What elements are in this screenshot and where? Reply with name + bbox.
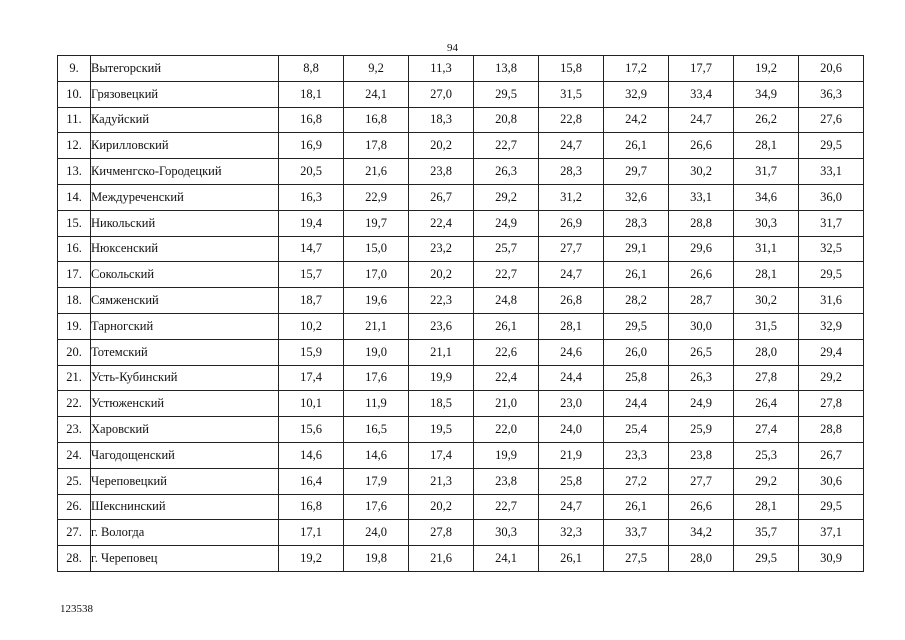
value-cell: 23,2 <box>409 236 474 262</box>
table-row <box>58 107 864 133</box>
value-cell: 10,1 <box>279 391 344 417</box>
page-number: 94 <box>447 42 458 54</box>
value-cell: 33,1 <box>669 184 734 210</box>
value-cell: 24,9 <box>669 391 734 417</box>
value-cell: 15,8 <box>539 56 604 82</box>
value-cell: 24,0 <box>344 520 409 546</box>
value-cell: 16,8 <box>344 107 409 133</box>
value-cell: 27,5 <box>604 546 669 572</box>
value-cell: 16,8 <box>279 107 344 133</box>
district-name: Сокольский <box>91 262 279 288</box>
district-name: Кирилловский <box>91 133 279 159</box>
value-cell: 26,5 <box>669 339 734 365</box>
table-row <box>58 56 864 82</box>
value-cell: 19,0 <box>344 339 409 365</box>
value-cell: 24,1 <box>474 546 539 572</box>
value-cell: 17,4 <box>409 442 474 468</box>
value-cell: 29,2 <box>474 184 539 210</box>
value-cell: 26,7 <box>799 442 864 468</box>
district-name: г. Череповец <box>91 546 279 572</box>
table-row <box>58 468 864 494</box>
value-cell: 18,7 <box>279 288 344 314</box>
row-number: 25. <box>58 468 91 494</box>
value-cell: 15,0 <box>344 236 409 262</box>
row-number: 20. <box>58 339 91 365</box>
value-cell: 28,1 <box>734 494 799 520</box>
value-cell: 27,8 <box>799 391 864 417</box>
value-cell: 16,3 <box>279 184 344 210</box>
value-cell: 22,4 <box>474 365 539 391</box>
value-cell: 24,7 <box>539 262 604 288</box>
value-cell: 30,2 <box>734 288 799 314</box>
value-cell: 21,1 <box>409 339 474 365</box>
value-cell: 14,6 <box>344 442 409 468</box>
value-cell: 16,5 <box>344 417 409 443</box>
value-cell: 19,4 <box>279 210 344 236</box>
value-cell: 29,5 <box>799 133 864 159</box>
value-cell: 24,1 <box>344 81 409 107</box>
value-cell: 8,8 <box>279 56 344 82</box>
value-cell: 30,3 <box>734 210 799 236</box>
district-name: Кичменгско-Городецкий <box>91 159 279 185</box>
value-cell: 17,2 <box>604 56 669 82</box>
value-cell: 19,7 <box>344 210 409 236</box>
value-cell: 29,2 <box>799 365 864 391</box>
value-cell: 32,9 <box>604 81 669 107</box>
value-cell: 21,0 <box>474 391 539 417</box>
value-cell: 22,3 <box>409 288 474 314</box>
value-cell: 16,9 <box>279 133 344 159</box>
value-cell: 29,2 <box>734 468 799 494</box>
value-cell: 22,7 <box>474 262 539 288</box>
value-cell: 23,3 <box>604 442 669 468</box>
value-cell: 24,8 <box>474 288 539 314</box>
value-cell: 14,6 <box>279 442 344 468</box>
table-row <box>58 391 864 417</box>
value-cell: 28,7 <box>669 288 734 314</box>
district-name: Кадуйский <box>91 107 279 133</box>
value-cell: 26,8 <box>539 288 604 314</box>
value-cell: 26,6 <box>669 494 734 520</box>
value-cell: 16,4 <box>279 468 344 494</box>
value-cell: 28,0 <box>734 339 799 365</box>
table-body <box>58 56 864 572</box>
value-cell: 15,7 <box>279 262 344 288</box>
value-cell: 23,8 <box>474 468 539 494</box>
value-cell: 27,8 <box>409 520 474 546</box>
value-cell: 24,4 <box>604 391 669 417</box>
value-cell: 28,0 <box>669 546 734 572</box>
value-cell: 22,6 <box>474 339 539 365</box>
row-number: 16. <box>58 236 91 262</box>
value-cell: 25,4 <box>604 417 669 443</box>
value-cell: 26,6 <box>669 133 734 159</box>
value-cell: 9,2 <box>344 56 409 82</box>
row-number: 23. <box>58 417 91 443</box>
value-cell: 28,3 <box>539 159 604 185</box>
value-cell: 17,8 <box>344 133 409 159</box>
table-row <box>58 236 864 262</box>
table-row <box>58 339 864 365</box>
table-row <box>58 184 864 210</box>
value-cell: 21,9 <box>539 442 604 468</box>
row-number: 9. <box>58 56 91 82</box>
value-cell: 35,7 <box>734 520 799 546</box>
district-name: Междуреченский <box>91 184 279 210</box>
value-cell: 20,8 <box>474 107 539 133</box>
value-cell: 26,6 <box>669 262 734 288</box>
value-cell: 26,3 <box>474 159 539 185</box>
value-cell: 31,2 <box>539 184 604 210</box>
value-cell: 19,9 <box>474 442 539 468</box>
document-id: 123538 <box>60 603 93 615</box>
value-cell: 17,0 <box>344 262 409 288</box>
row-number: 17. <box>58 262 91 288</box>
value-cell: 29,4 <box>799 339 864 365</box>
district-name: Нюксенский <box>91 236 279 262</box>
value-cell: 29,5 <box>799 262 864 288</box>
value-cell: 33,1 <box>799 159 864 185</box>
row-number: 21. <box>58 365 91 391</box>
table-row <box>58 81 864 107</box>
table-row <box>58 210 864 236</box>
value-cell: 20,6 <box>799 56 864 82</box>
value-cell: 14,7 <box>279 236 344 262</box>
district-name: Череповецкий <box>91 468 279 494</box>
value-cell: 36,0 <box>799 184 864 210</box>
value-cell: 27,4 <box>734 417 799 443</box>
value-cell: 27,8 <box>734 365 799 391</box>
value-cell: 27,7 <box>539 236 604 262</box>
value-cell: 11,3 <box>409 56 474 82</box>
district-name: Чагодощенский <box>91 442 279 468</box>
value-cell: 34,6 <box>734 184 799 210</box>
row-number: 26. <box>58 494 91 520</box>
value-cell: 21,6 <box>409 546 474 572</box>
row-number: 27. <box>58 520 91 546</box>
table-row <box>58 417 864 443</box>
table-row <box>58 442 864 468</box>
value-cell: 24,7 <box>539 494 604 520</box>
value-cell: 19,2 <box>279 546 344 572</box>
value-cell: 28,2 <box>604 288 669 314</box>
district-name: Шекснинский <box>91 494 279 520</box>
row-number: 22. <box>58 391 91 417</box>
table-row <box>58 313 864 339</box>
value-cell: 17,9 <box>344 468 409 494</box>
value-cell: 20,5 <box>279 159 344 185</box>
value-cell: 30,2 <box>669 159 734 185</box>
value-cell: 32,5 <box>799 236 864 262</box>
row-number: 10. <box>58 81 91 107</box>
value-cell: 29,5 <box>604 313 669 339</box>
value-cell: 22,7 <box>474 133 539 159</box>
value-cell: 24,7 <box>539 133 604 159</box>
value-cell: 17,1 <box>279 520 344 546</box>
district-name: Грязовецкий <box>91 81 279 107</box>
value-cell: 33,4 <box>669 81 734 107</box>
value-cell: 31,5 <box>539 81 604 107</box>
value-cell: 22,0 <box>474 417 539 443</box>
value-cell: 29,7 <box>604 159 669 185</box>
value-cell: 26,9 <box>539 210 604 236</box>
table-row <box>58 494 864 520</box>
value-cell: 28,1 <box>539 313 604 339</box>
value-cell: 20,2 <box>409 494 474 520</box>
value-cell: 24,9 <box>474 210 539 236</box>
value-cell: 32,9 <box>799 313 864 339</box>
district-name: Харовский <box>91 417 279 443</box>
value-cell: 19,6 <box>344 288 409 314</box>
district-name: г. Вологда <box>91 520 279 546</box>
value-cell: 21,6 <box>344 159 409 185</box>
value-cell: 25,8 <box>604 365 669 391</box>
value-cell: 28,1 <box>734 262 799 288</box>
row-number: 15. <box>58 210 91 236</box>
table-row <box>58 288 864 314</box>
value-cell: 15,9 <box>279 339 344 365</box>
table-row <box>58 262 864 288</box>
value-cell: 33,7 <box>604 520 669 546</box>
value-cell: 27,6 <box>799 107 864 133</box>
value-cell: 26,3 <box>669 365 734 391</box>
row-number: 13. <box>58 159 91 185</box>
value-cell: 24,7 <box>669 107 734 133</box>
value-cell: 28,3 <box>604 210 669 236</box>
value-cell: 26,1 <box>604 133 669 159</box>
value-cell: 19,8 <box>344 546 409 572</box>
row-number: 18. <box>58 288 91 314</box>
value-cell: 22,4 <box>409 210 474 236</box>
value-cell: 34,2 <box>669 520 734 546</box>
value-cell: 29,1 <box>604 236 669 262</box>
value-cell: 24,6 <box>539 339 604 365</box>
row-number: 19. <box>58 313 91 339</box>
table-row <box>58 520 864 546</box>
value-cell: 27,7 <box>669 468 734 494</box>
value-cell: 29,6 <box>669 236 734 262</box>
value-cell: 22,8 <box>539 107 604 133</box>
value-cell: 30,0 <box>669 313 734 339</box>
value-cell: 27,0 <box>409 81 474 107</box>
value-cell: 27,2 <box>604 468 669 494</box>
value-cell: 26,7 <box>409 184 474 210</box>
value-cell: 24,0 <box>539 417 604 443</box>
value-cell: 31,1 <box>734 236 799 262</box>
value-cell: 21,1 <box>344 313 409 339</box>
table-row <box>58 159 864 185</box>
value-cell: 31,7 <box>799 210 864 236</box>
value-cell: 17,6 <box>344 365 409 391</box>
value-cell: 25,7 <box>474 236 539 262</box>
value-cell: 22,9 <box>344 184 409 210</box>
value-cell: 17,4 <box>279 365 344 391</box>
value-cell: 29,5 <box>799 494 864 520</box>
value-cell: 29,5 <box>734 546 799 572</box>
district-name: Тарногский <box>91 313 279 339</box>
value-cell: 25,8 <box>539 468 604 494</box>
value-cell: 28,8 <box>799 417 864 443</box>
value-cell: 24,2 <box>604 107 669 133</box>
value-cell: 20,2 <box>409 262 474 288</box>
value-cell: 19,9 <box>409 365 474 391</box>
row-number: 28. <box>58 546 91 572</box>
value-cell: 11,9 <box>344 391 409 417</box>
value-cell: 31,6 <box>799 288 864 314</box>
table-row <box>58 365 864 391</box>
value-cell: 18,1 <box>279 81 344 107</box>
value-cell: 26,1 <box>539 546 604 572</box>
district-name: Устюженский <box>91 391 279 417</box>
data-table <box>57 55 864 572</box>
value-cell: 26,1 <box>604 262 669 288</box>
value-cell: 25,9 <box>669 417 734 443</box>
district-name: Вытегорский <box>91 56 279 82</box>
value-cell: 19,2 <box>734 56 799 82</box>
value-cell: 19,5 <box>409 417 474 443</box>
value-cell: 21,3 <box>409 468 474 494</box>
value-cell: 32,3 <box>539 520 604 546</box>
district-name: Сямженский <box>91 288 279 314</box>
value-cell: 28,8 <box>669 210 734 236</box>
value-cell: 36,3 <box>799 81 864 107</box>
value-cell: 26,2 <box>734 107 799 133</box>
value-cell: 31,5 <box>734 313 799 339</box>
table-row <box>58 546 864 572</box>
value-cell: 34,9 <box>734 81 799 107</box>
value-cell: 26,1 <box>604 494 669 520</box>
district-name: Тотемский <box>91 339 279 365</box>
value-cell: 30,3 <box>474 520 539 546</box>
value-cell: 30,6 <box>799 468 864 494</box>
value-cell: 17,6 <box>344 494 409 520</box>
value-cell: 20,2 <box>409 133 474 159</box>
value-cell: 26,0 <box>604 339 669 365</box>
row-number: 12. <box>58 133 91 159</box>
value-cell: 37,1 <box>799 520 864 546</box>
row-number: 14. <box>58 184 91 210</box>
value-cell: 24,4 <box>539 365 604 391</box>
value-cell: 10,2 <box>279 313 344 339</box>
value-cell: 31,7 <box>734 159 799 185</box>
value-cell: 26,1 <box>474 313 539 339</box>
value-cell: 22,7 <box>474 494 539 520</box>
value-cell: 30,9 <box>799 546 864 572</box>
value-cell: 13,8 <box>474 56 539 82</box>
value-cell: 23,0 <box>539 391 604 417</box>
value-cell: 18,5 <box>409 391 474 417</box>
value-cell: 25,3 <box>734 442 799 468</box>
value-cell: 23,6 <box>409 313 474 339</box>
value-cell: 29,5 <box>474 81 539 107</box>
value-cell: 28,1 <box>734 133 799 159</box>
value-cell: 26,4 <box>734 391 799 417</box>
value-cell: 32,6 <box>604 184 669 210</box>
row-number: 24. <box>58 442 91 468</box>
value-cell: 23,8 <box>409 159 474 185</box>
row-number: 11. <box>58 107 91 133</box>
table-row <box>58 133 864 159</box>
value-cell: 23,8 <box>669 442 734 468</box>
district-name: Усть-Кубинский <box>91 365 279 391</box>
value-cell: 15,6 <box>279 417 344 443</box>
value-cell: 18,3 <box>409 107 474 133</box>
value-cell: 16,8 <box>279 494 344 520</box>
district-name: Никольский <box>91 210 279 236</box>
value-cell: 17,7 <box>669 56 734 82</box>
